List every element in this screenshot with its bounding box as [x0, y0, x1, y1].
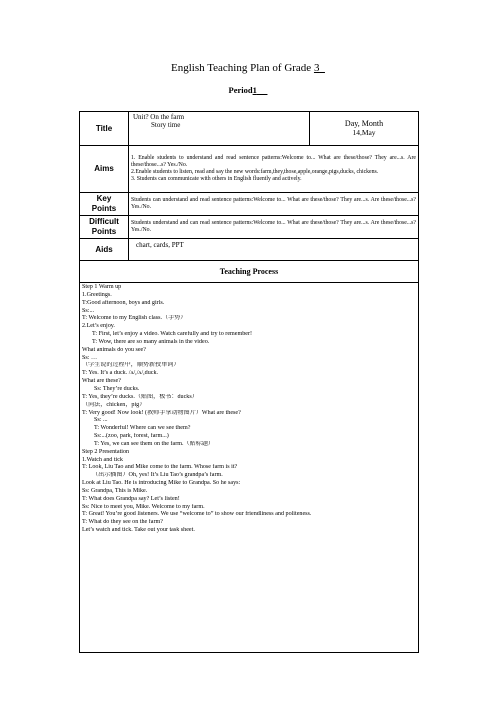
key-points-text: Students can understand and read sentence patterns:Welcome to... What are these/those? They are...s. Are these/those...s? Yes./No.: [129, 193, 419, 216]
process-line: Ss: Nice to meet you, Mike. Welcome to my farm.: [82, 503, 205, 510]
aids-text: chart, cards, PPT: [129, 239, 419, 261]
process-line: （学生说的过程中，顺势新授单词）: [82, 362, 180, 369]
unit-name: Unit? On the farm: [133, 113, 185, 121]
teaching-process-header-row: [80, 261, 419, 283]
process-line: Step 2 Presentation: [82, 448, 130, 455]
process-line: Look at Liu Tao. He is introducing Mike to Grandpa. So he says:: [82, 480, 241, 487]
process-line: Let’s watch and tick. Take out your task sheet.: [82, 527, 195, 534]
process-line: Ss: ...: [94, 417, 108, 424]
teaching-process-heading: Teaching Process: [80, 261, 419, 283]
aids-label: Aids: [80, 239, 129, 261]
key-points-row: [80, 193, 419, 216]
process-line: T: Wonderful! Where can we see them?: [94, 425, 191, 432]
document-title: [0, 62, 496, 74]
process-line: T: Yes. It’s a duck. /ʌ/,/ʌ/,duck.: [82, 370, 159, 377]
teaching-process-row: [80, 283, 419, 653]
process-line: What animals do you see?: [82, 346, 146, 353]
key-points-label: Key Points: [80, 193, 129, 216]
process-line: Ss: …: [82, 354, 98, 361]
title-cell: [129, 112, 419, 146]
process-line: T: Yes, they’re ducks.（贴图，板书：ducks）: [82, 393, 198, 400]
difficult-points-row: [80, 216, 419, 239]
teaching-plan-table: [79, 111, 419, 653]
process-line: What are these?: [82, 378, 121, 385]
title-row: [80, 112, 419, 146]
process-line: （同法，chicken，pig）: [82, 401, 146, 408]
date-value: 14,May: [352, 128, 376, 137]
process-line: T: What does Grandpa say? Let’s listen!: [82, 495, 180, 502]
aim-item: 3. Students can communicate with others in English fluently and actively.: [131, 176, 302, 183]
period-number: 1: [252, 85, 257, 95]
process-line: Step 1 Warm up: [82, 284, 122, 290]
process-line: （出示插图）Oh, yes! It’s Liu Tao’s grandpa’s farm.: [92, 472, 223, 479]
process-line: Ss:...(zoo, park, forest, farm...): [94, 433, 169, 440]
date-cell: [309, 112, 418, 145]
process-line: 1.Greetings.: [82, 291, 112, 298]
aids-row: [80, 239, 419, 261]
process-line: T: First, let’s enjoy a video. Watch carefully and try to remember!: [92, 331, 253, 338]
process-line: T: Great! You’re good listeners. We use “welcome to” to show our friendliness and politeness.: [82, 511, 312, 518]
process-line: T:Good afternoon, boys and girls.: [82, 299, 165, 306]
process-line: Ss:...: [82, 307, 95, 314]
aim-item: 2.Enable students to listen, read and say the new words:farm,they,those,apple,orange,pigs,ducks, chickens.: [131, 169, 379, 175]
aims-label: Aims: [80, 146, 129, 193]
process-line: T: Very good! Now look! (教师手拿动物图片）What are these?: [82, 409, 241, 416]
aims-cell: [129, 146, 419, 193]
title-grade: 3: [313, 62, 320, 74]
aims-row: [80, 146, 419, 193]
process-line: T: Wow, there are so many animals in the video.: [92, 338, 210, 345]
story-name: Story time: [151, 121, 181, 129]
process-line: Ss: They’re ducks.: [94, 385, 140, 392]
process-line: Ss: Grandpa, This is Mike.: [82, 487, 148, 494]
difficult-points-text: Students understand and can read sentence patterns:Welcome to... What are these/those? They are...s. Are these/those...s? Yes./No.: [129, 216, 419, 239]
teaching-process-cell: [80, 283, 419, 653]
process-line: T: Look, Liu Tao and Mike come to the farm. Whose farm is it?: [82, 464, 238, 471]
process-line: 1.Watch and tick: [82, 456, 123, 463]
period-label: Period: [228, 85, 253, 95]
difficult-points-label: Difficult Points: [80, 216, 129, 239]
title-label: Title: [80, 112, 129, 146]
process-text: [80, 283, 418, 536]
title-prefix: English Teaching Plan of Grade: [171, 62, 312, 74]
period-line: [0, 85, 496, 95]
process-line: T: What do they see on the farm?: [82, 519, 163, 526]
process-line: 2.Let’s enjoy.: [82, 323, 115, 330]
date-label: Day, Month: [344, 119, 384, 128]
process-line: T: Yes, we can see them on the farm.（贴标题）: [94, 440, 215, 447]
aim-item: 1. Enable students to understand and read sentence patterns:Welcome to... What are these/those? They are...s. Are these/those...s? Yes./No.: [131, 154, 416, 168]
process-line: T: Welcome to my English class.（手势）: [82, 315, 187, 322]
